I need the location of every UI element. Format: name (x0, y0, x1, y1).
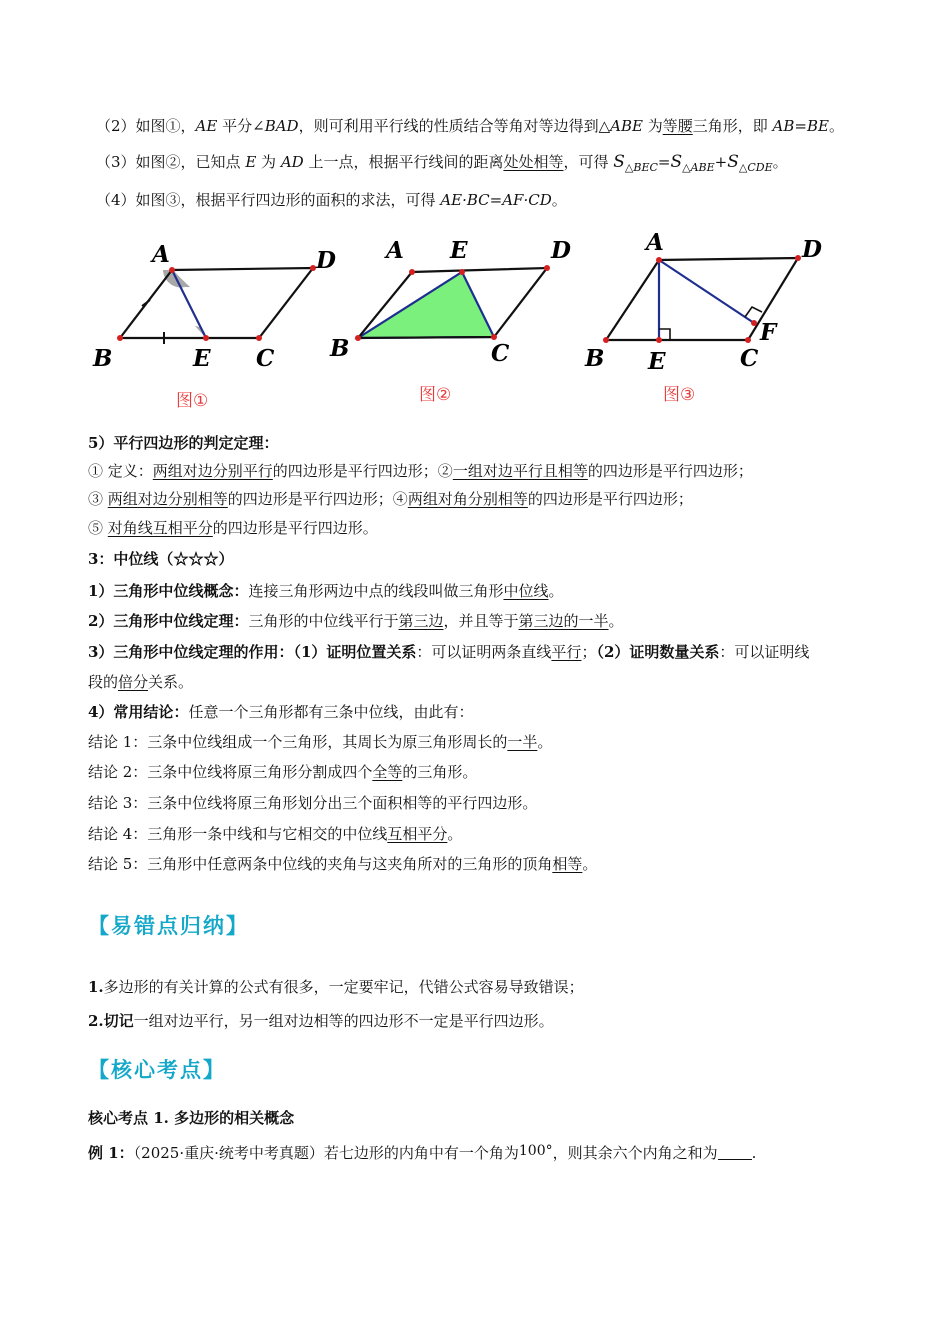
label-e: E (450, 237, 468, 264)
label-e: E (648, 348, 666, 375)
error-2: 2.切记一组对边平行，另一组对边相等的四边形不一定是平行四边形。 (88, 1012, 554, 1030)
conclusion-1: 结论 1：三条中位线组成一个三角形，其周长为原三角形周长的一半。 (88, 733, 553, 751)
label-b: B (330, 335, 350, 362)
label-f: F (760, 319, 777, 346)
height-af (659, 260, 754, 323)
example-1: 例 1：（2025·重庆·统考中考真题）若七边形的内角中有一个角为100°，则其余六个内角之和为 . (88, 1143, 757, 1162)
conclusion-3: 结论 3：三条中位线将原三角形划分出三个面积相等的平行四边形。 (88, 794, 538, 812)
label-d: D (316, 247, 336, 274)
label-a: A (646, 229, 664, 256)
core-heading: 【核心考点】 (88, 1057, 226, 1082)
core-point-1: 核心考点 1. 多边形的相关概念 (88, 1109, 295, 1127)
caption-fig2: 图② (419, 385, 452, 405)
label-b: B (93, 345, 113, 372)
parallelogram-1 (120, 268, 313, 338)
triangle-bec (358, 272, 494, 338)
label-d: D (802, 236, 822, 263)
caption-fig1: 图① (176, 391, 209, 411)
caption-fig3: 图③ (663, 385, 696, 405)
label-c: C (740, 345, 759, 372)
midline-p2: 2）三角形中位线定理：三角形的中位线平行于第三边，并且等于第三边的一半。 (88, 612, 624, 630)
text-line-3: （3）如图②，已知点 E 为 AD 上一点，根据平行线间的距离处处相等，可得 $S_{\triangle BEC}=S_{\triangle ABE}+S_{\triangle CDE}$。 (96, 152, 788, 174)
judge-row-2: ③ 两组对边分别相等的四边形是平行四边形；④两组对角分别相等的四边形是平行四边形； (88, 490, 693, 508)
errors-heading: 【易错点归纳】 (88, 913, 249, 938)
midline-title: 3：中位线（☆☆☆） (88, 550, 234, 568)
midline-p3b: 段的倍分关系。 (88, 673, 194, 691)
label-b: B (585, 345, 605, 372)
answer-blank[interactable] (718, 1145, 752, 1160)
midline-p3: 3）三角形中位线定理的作用：（1）证明位置关系：可以证明两条直线平行；（2）证明数量关系：可以证明线 (88, 643, 810, 661)
segment-ae (172, 270, 206, 338)
midline-p4: 4）常用结论：任意一个三角形都有三条中位线，由此有： (88, 703, 474, 721)
figure-3 (584, 229, 822, 375)
text-line-4: （4）如图③，根据平行四边形的面积的求法，可得 AE·BC=AF·CD。 (96, 191, 567, 209)
label-c: C (256, 345, 275, 372)
conclusion-5: 结论 5：三角形中任意两条中位线的夹角与这夹角所对的三角形的顶角相等。 (88, 855, 598, 873)
judge-title: 5）平行四边形的判定定理： (88, 434, 279, 452)
midline-p1: 1）三角形中位线概念：连接三角形两边中点的线段叫做三角形中位线。 (88, 582, 564, 600)
judge-row-1: ① 定义：两组对边分别平行的四边形是平行四边形；②一组对边平行且相等的四边形是平行四边形； (88, 462, 753, 480)
judge-row-3: ⑤ 对角线互相平分的四边形是平行四边形。 (88, 519, 378, 537)
text-line-2: （2）如图①，AE 平分∠BAD，则可利用平行线的性质结合等角对等边得到△ABE 为等腰三角形，即 AB=BE。 (96, 117, 844, 135)
label-a: A (386, 237, 404, 264)
figure-2 (329, 237, 571, 367)
figures (0, 228, 950, 418)
conclusion-4: 结论 4：三角形一条中线和与它相交的中位线互相平分。 (88, 825, 463, 843)
error-1: 1.多边形的有关计算的公式有很多，一定要牢记，代错公式容易导致错误； (88, 978, 584, 996)
figure-1 (92, 241, 336, 372)
label-d: D (551, 237, 571, 264)
conclusion-2: 结论 2：三条中位线将原三角形分割成四个全等的三角形。 (88, 763, 478, 781)
label-c: C (491, 340, 510, 367)
label-e: E (193, 345, 211, 372)
right-angle-f (745, 307, 762, 317)
label-a: A (152, 241, 170, 268)
